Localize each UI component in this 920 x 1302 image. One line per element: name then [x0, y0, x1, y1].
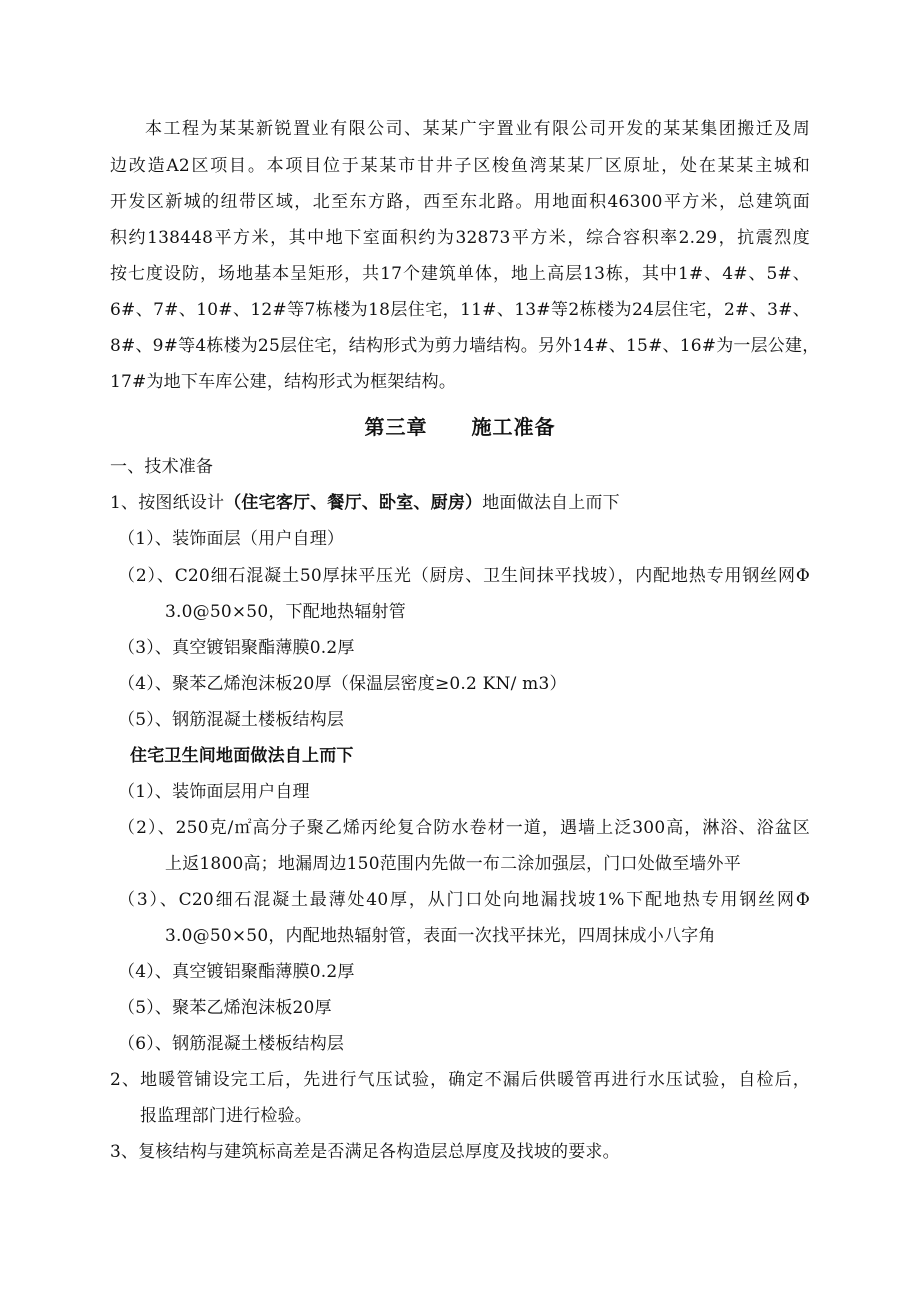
intro-line-5: 按七度设防，场地基本呈矩形，共17个建筑单体，地上高层13栋，其中1#、4#、5#、: [110, 264, 810, 284]
item-2-cont: 报监理部门进行检验。: [140, 1106, 312, 1126]
intro-line-6: 6#、7#、10#、12#等7栋楼为18层住宅，11#、13#等2栋楼为24层住宅，2#、3#、: [110, 300, 810, 320]
chapter-number: 第三章: [364, 415, 428, 439]
item-2: 2、地暖管铺设完工后，先进行气压试验，确定不漏后供暖管再进行水压试验，自检后，: [110, 1070, 810, 1090]
living-layer-5: （5）、钢筋混凝土楼板结构层: [118, 710, 345, 730]
item-1-suffix: 地面做法自上而下: [482, 493, 620, 513]
bathroom-layer-2: （2）、250克/㎡高分子聚乙烯丙纶复合防水卷材一道，遇墙上泛300高，淋浴、浴盆区: [118, 818, 810, 838]
bathroom-layer-4: （4）、真空镀铝聚酯薄膜0.2厚: [118, 962, 355, 982]
bathroom-layer-5: （5）、聚苯乙烯泡沫板20厚: [118, 998, 332, 1018]
item-1: [110, 492, 620, 514]
intro-line-8: 17#为地下车库公建，结构形式为框架结构。: [110, 372, 457, 392]
bathroom-layer-2-cont: 上返1800高；地漏周边150范围内先做一布二涂加强层，门口处做至墙外平: [165, 854, 741, 874]
bathroom-subheading: 住宅卫生间地面做法自上而下: [130, 746, 354, 766]
chapter-title: 施工准备: [471, 415, 556, 439]
item-3: 3、复核结构与建筑标高差是否满足各构造层总厚度及找坡的要求。: [110, 1142, 620, 1162]
living-layer-3: （3）、真空镀铝聚酯薄膜0.2厚: [118, 638, 355, 658]
intro-line-7: 8#、9#等4栋楼为25层住宅，结构形式为剪力墙结构。另外14#、15#、16#为一层公建，: [110, 336, 820, 356]
item-1-rooms: （住宅客厅、餐厅、卧室、厨房）: [224, 493, 483, 513]
bathroom-layer-6: （6）、钢筋混凝土楼板结构层: [118, 1034, 345, 1054]
bathroom-layer-3-cont: 3.0@50×50，内配地热辐射管，表面一次找平抹光，四周抹成小八字角: [165, 926, 716, 946]
section-title: 一、技术准备: [110, 457, 214, 477]
living-layer-1: （1）、装饰面层（用户自理）: [118, 529, 345, 549]
living-layer-2: （2）、C20细石混凝土50厚抹平压光（厨房、卫生间抹平找坡），内配地热专用钢丝网Φ: [118, 566, 810, 586]
intro-line-3: 开发区新城的纽带区域，北至东方路，西至东北路。用地面积46300平方米，总建筑面: [110, 192, 810, 212]
living-layer-4: （4）、聚苯乙烯泡沫板20厚（保温层密度≥0.2 KN/ m3）: [118, 674, 567, 694]
living-layer-2-cont: 3.0@50×50，下配地热辐射管: [165, 602, 406, 622]
intro-line-2: 边改造A2区项目。本项目位于某某市甘井子区梭鱼湾某某厂区原址，处在某某主城和: [110, 156, 810, 176]
bathroom-layer-3: （3）、C20细石混凝土最薄处40厚，从门口处向地漏找坡1%下配地热专用钢丝网Φ: [118, 890, 810, 910]
intro-line-4: 积约138448平方米，其中地下室面积约为32873平方米，综合容积率2.29，抗震烈度: [110, 228, 810, 248]
bathroom-layer-1: （1）、装饰面层用户自理: [118, 782, 310, 802]
chapter-heading: [0, 411, 920, 440]
intro-line-1: 本工程为某某新锐置业有限公司、某某广宇置业有限公司开发的某某集团搬迁及周: [145, 119, 810, 139]
item-1-prefix: 1、按图纸设计: [110, 493, 225, 513]
